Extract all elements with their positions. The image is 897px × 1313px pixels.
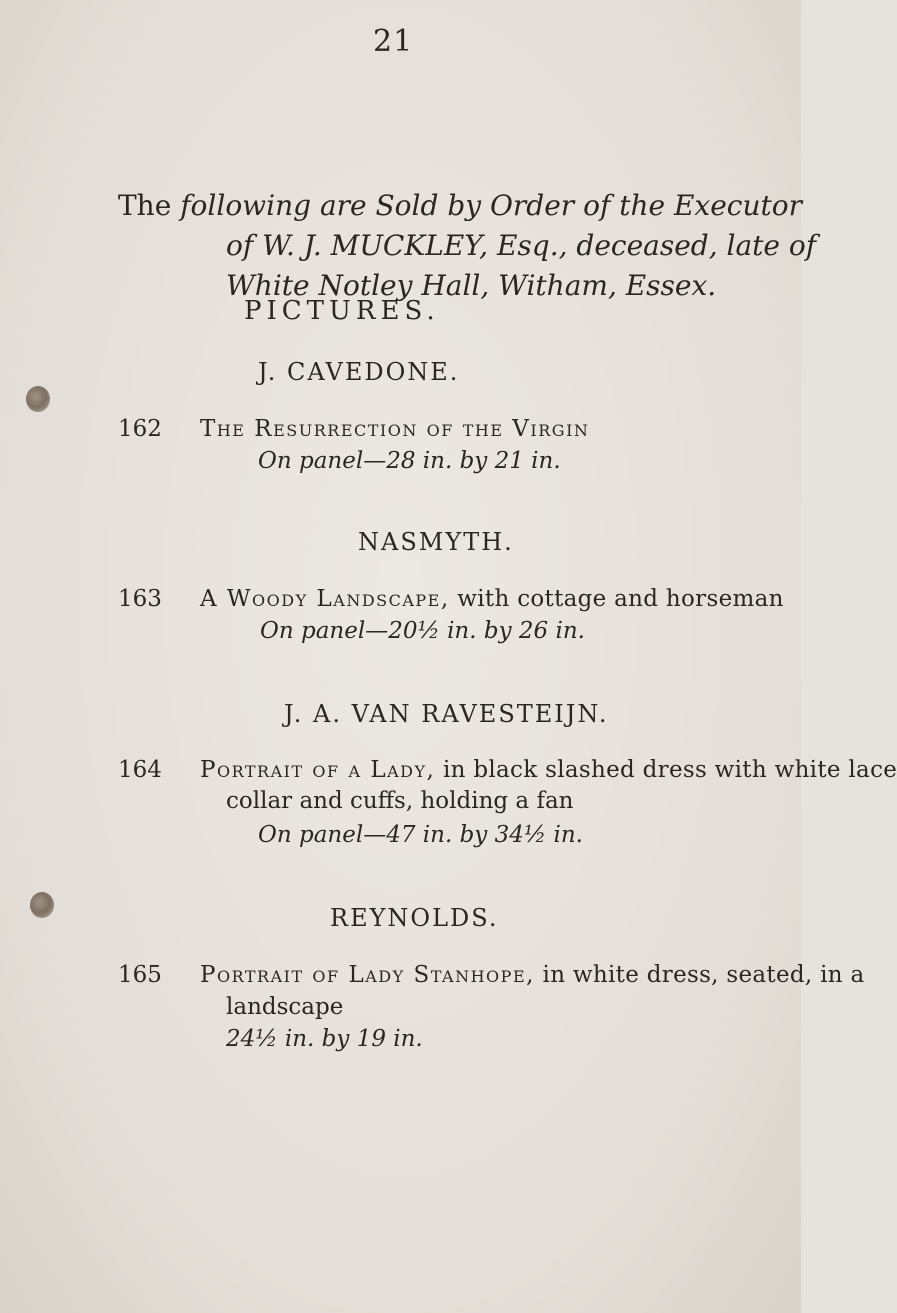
binding-hole: [26, 386, 50, 412]
lot-dimensions: 24½ in. by 19 in.: [226, 1026, 423, 1052]
lot-artist: J. A. VAN RAVESTEIJN.: [284, 700, 609, 728]
lot-number: 162: [118, 416, 162, 442]
section-title: PICTURES.: [244, 296, 440, 326]
lot-title: [200, 962, 865, 988]
lot-dimensions: On panel—28 in. by 21 in.: [258, 448, 561, 474]
lot-artist: NASMYTH.: [358, 528, 514, 556]
lot-title-caps: A Woody Landscape,: [200, 586, 450, 612]
sale-intro: [118, 186, 817, 306]
lot-number: 165: [118, 962, 162, 988]
lot-dimensions: On panel—20½ in. by 26 in.: [260, 618, 585, 644]
lot-title-caps: Portrait of Lady Stanhope,: [200, 962, 535, 988]
intro-line-1: following are Sold by Order of the Executor: [180, 189, 802, 222]
lot-title-continued: landscape: [226, 994, 344, 1020]
lot-title-rest: in black slashed dress with white lace: [435, 757, 897, 783]
lot-title-caps: Portrait of a Lady,: [200, 757, 436, 783]
page-number: 21: [373, 24, 414, 59]
lot-title: [200, 757, 897, 783]
intro-line-2: of W. J. MUCKLEY, Esq., deceased, late of: [226, 229, 817, 262]
lot-title-rest: with cottage and horseman: [449, 586, 784, 612]
lot-dimensions: On panel—47 in. by 34½ in.: [258, 822, 583, 848]
lot-artist: J. CAVEDONE.: [258, 358, 460, 386]
lot-title: [200, 416, 589, 442]
lot-title-rest: in white dress, seated, in a: [534, 962, 865, 988]
lot-title-continued: collar and cuffs, holding a fan: [226, 788, 574, 814]
lot-title-caps: The Resurrection of the Virgin: [200, 416, 590, 442]
lot-title: [200, 586, 784, 612]
lot-artist: REYNOLDS.: [330, 904, 499, 932]
lot-number: 164: [118, 757, 162, 783]
intro-line-3: White Notley Hall, Witham, Essex.: [226, 269, 717, 302]
lot-number: 163: [118, 586, 162, 612]
binding-hole: [30, 892, 54, 918]
intro-lead: The: [118, 189, 172, 222]
